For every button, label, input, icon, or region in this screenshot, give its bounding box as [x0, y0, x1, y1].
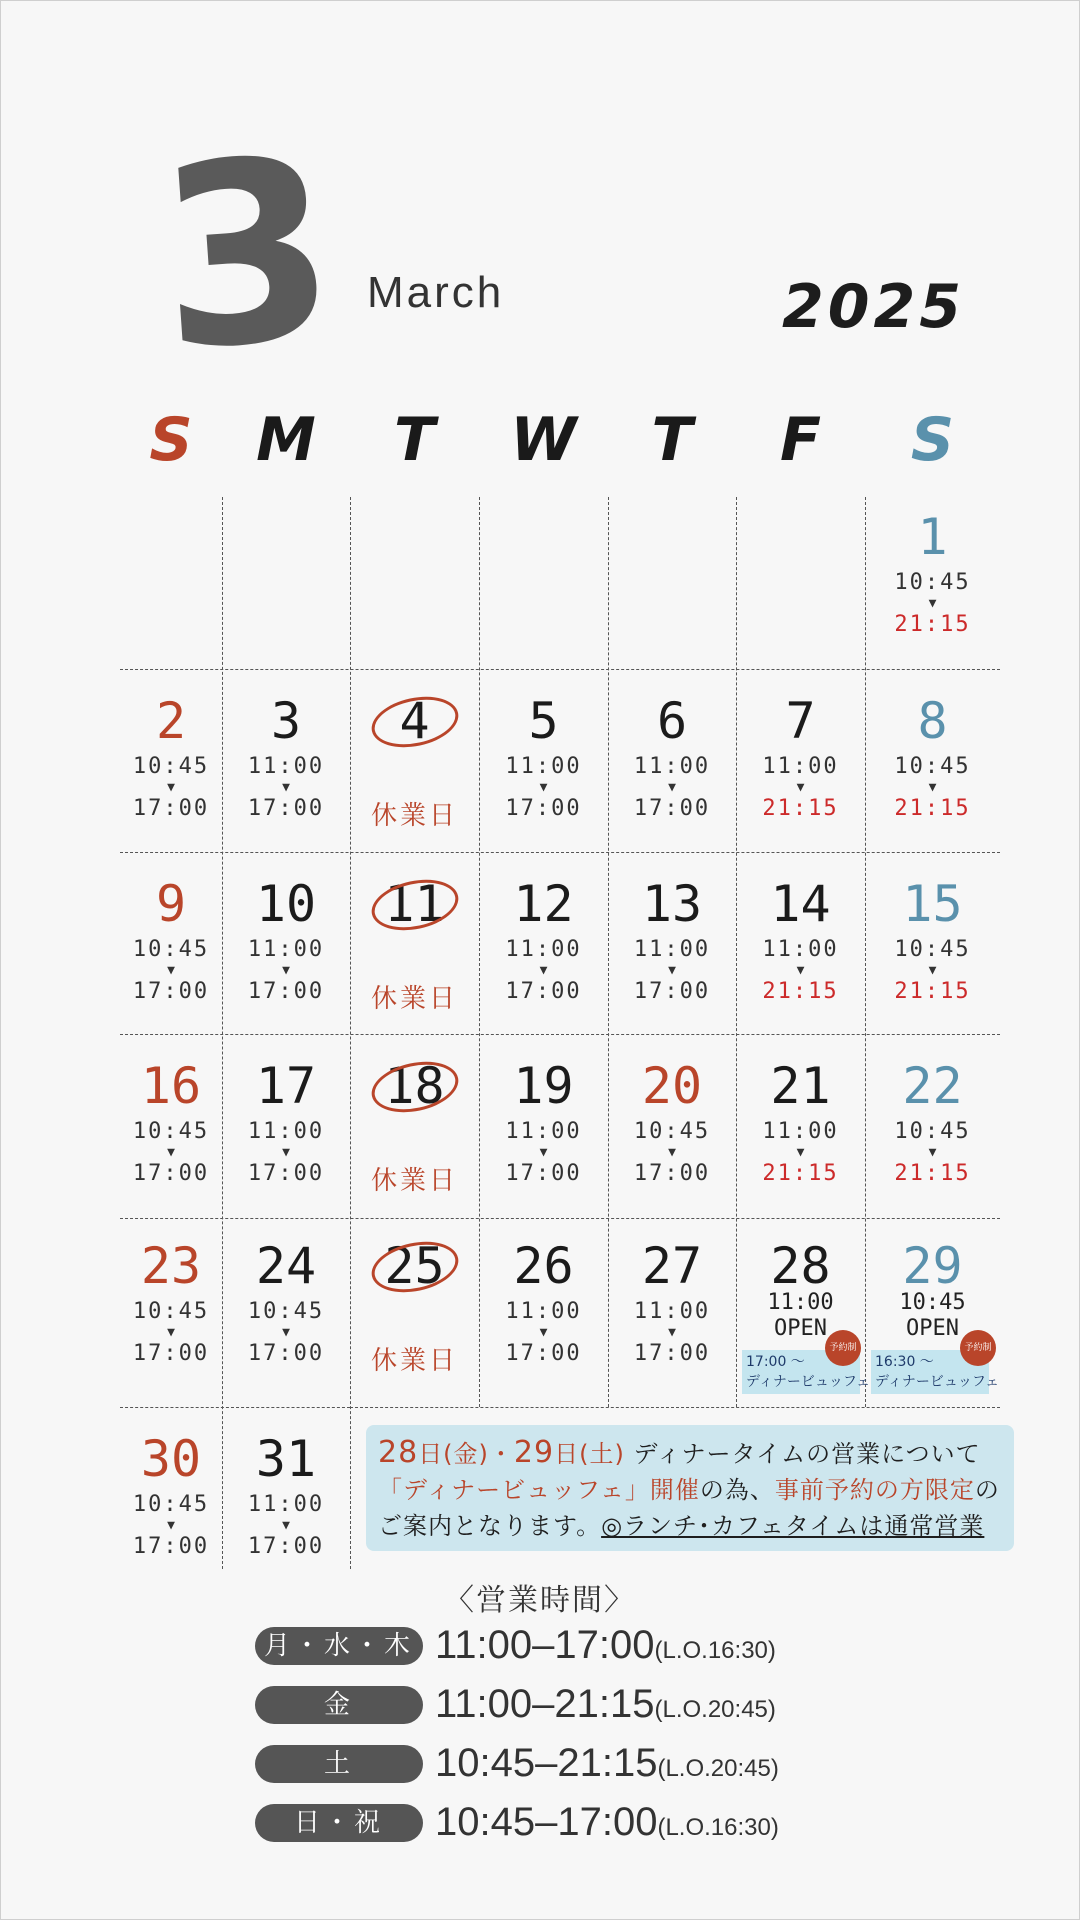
arrow-down-icon: ▼ — [167, 1518, 175, 1533]
hours-range: 11:00–17:00 — [435, 1623, 655, 1667]
days-pill: 土 — [255, 1745, 423, 1783]
reservation-badge: 予約制 — [825, 1330, 861, 1366]
hours-range: 11:00–21:15 — [435, 1682, 655, 1726]
open-time: 11:00 — [247, 754, 325, 779]
day-cell-2 — [120, 669, 222, 852]
close-time: 21:15 — [762, 1161, 839, 1186]
day-cell-29 — [865, 1218, 1000, 1407]
arrow-down-icon: ▼ — [668, 1145, 676, 1160]
opening-hours — [222, 938, 350, 1004]
close-time: 17:00 — [633, 979, 711, 1004]
day-number: 9 — [155, 875, 187, 933]
open-time: 10:45 — [899, 1290, 966, 1315]
opening-hours — [120, 938, 222, 1004]
day-number: 21 — [770, 1057, 831, 1115]
close-time: 21:15 — [762, 796, 839, 821]
open-time: 10:45 — [132, 1119, 210, 1144]
open-time: 10:45 — [132, 937, 210, 962]
arrow-down-icon: ▼ — [539, 780, 548, 795]
notice-line-3-text: ご案内となります。 — [378, 1512, 602, 1540]
day-number: 11 — [384, 875, 445, 933]
day-cell-9 — [120, 852, 222, 1034]
last-order: (L.O.16:30) — [654, 1637, 776, 1664]
closed-day-label: 休業日 — [370, 801, 458, 831]
open-time: 11:00 — [767, 1290, 834, 1315]
opening-hours — [608, 1300, 736, 1366]
open-label: OPEN — [906, 1316, 959, 1341]
arrow-down-icon: ▼ — [282, 1145, 290, 1160]
opening-hours — [865, 755, 1000, 821]
open-time: 11:00 — [762, 937, 839, 962]
open-time: 11:00 — [505, 1119, 582, 1144]
arrow-down-icon: ▼ — [668, 780, 676, 795]
day-number: 25 — [384, 1237, 445, 1295]
hours-range: 10:45–17:00 — [435, 1800, 658, 1844]
notice-date-28-suffix: 日(金)・ — [418, 1440, 514, 1468]
weekday-6: S — [910, 405, 955, 475]
day-number: 15 — [902, 875, 963, 933]
day-number: 22 — [902, 1057, 963, 1115]
close-time: 21:15 — [894, 796, 971, 821]
open-time: 11:00 — [247, 937, 325, 962]
open-time: 10:45 — [894, 754, 971, 779]
last-order: (L.O.20:45) — [657, 1755, 779, 1782]
arrow-down-icon: ▼ — [928, 596, 937, 611]
day-number: 28 — [770, 1237, 831, 1295]
year: 2025 — [782, 272, 965, 342]
day-number: 27 — [641, 1237, 703, 1295]
hours-time — [435, 1680, 776, 1734]
day-number: 12 — [513, 875, 574, 933]
notice-line-2-tail: の — [974, 1476, 1000, 1504]
opening-hours — [479, 755, 608, 821]
arrow-down-icon: ▼ — [539, 1145, 548, 1160]
notice-reservation-only: 事前予約の方限定 — [774, 1476, 975, 1504]
open-time: 11:00 — [247, 1119, 325, 1144]
close-time: 17:00 — [633, 796, 711, 821]
day-number: 31 — [255, 1430, 317, 1488]
close-time: 17:00 — [633, 1341, 711, 1366]
day-number: 16 — [140, 1057, 202, 1115]
days-pill: 金 — [255, 1686, 423, 1724]
open-time: 11:00 — [762, 754, 839, 779]
arrow-down-icon: ▼ — [668, 963, 676, 978]
notice-date-28: 28 — [378, 1435, 419, 1470]
day-cell-8 — [865, 669, 1000, 852]
open-label: OPEN — [774, 1316, 827, 1341]
opening-hours — [120, 1493, 222, 1559]
days-pill: 日・祝 — [255, 1804, 423, 1842]
day-cell-21 — [736, 1034, 865, 1218]
close-time: 21:15 — [894, 612, 971, 637]
day-number: 8 — [917, 692, 948, 750]
close-time: 17:00 — [132, 1534, 210, 1559]
closed-day-label: 休業日 — [370, 1166, 458, 1196]
open-time: 10:45 — [894, 1119, 971, 1144]
close-time: 17:00 — [247, 1341, 325, 1366]
close-time: 17:00 — [505, 979, 582, 1004]
arrow-down-icon: ▼ — [796, 1145, 805, 1160]
opening-hours — [222, 1120, 350, 1186]
closed-day-label: 休業日 — [370, 984, 458, 1014]
opening-hours — [120, 755, 222, 821]
day-number: 26 — [513, 1237, 574, 1295]
opening-hours — [736, 938, 865, 1004]
opening-hours — [865, 571, 1000, 637]
close-time: 21:15 — [762, 979, 839, 1004]
open-time: 11:00 — [247, 1492, 325, 1517]
arrow-down-icon: ▼ — [282, 780, 290, 795]
hours-time — [435, 1621, 776, 1675]
weekday-1: M — [256, 405, 316, 475]
notice-line-1 — [378, 1435, 1002, 1472]
day-number: 17 — [255, 1057, 317, 1115]
opening-hours — [736, 755, 865, 821]
open-time: 11:00 — [633, 1299, 711, 1324]
notice-line-3 — [378, 1508, 1002, 1544]
opening-hours — [120, 1300, 222, 1366]
close-time: 17:00 — [132, 1161, 210, 1186]
open-time: 11:00 — [633, 754, 711, 779]
open-time: 11:00 — [505, 937, 582, 962]
notice-date-29-suffix: 日(土) — [554, 1440, 625, 1468]
day-cell-15 — [865, 852, 1000, 1034]
open-time: 11:00 — [505, 1299, 582, 1324]
opening-hours — [479, 1120, 608, 1186]
day-number: 13 — [641, 875, 703, 933]
day-number: 30 — [140, 1430, 202, 1488]
month-name: March — [367, 268, 505, 317]
grid-row-divider — [350, 1407, 1000, 1408]
weekday-2: T — [394, 405, 435, 475]
day-cell-18 — [350, 1034, 479, 1218]
weekday-5: F — [780, 405, 821, 475]
opening-hours — [479, 938, 608, 1004]
day-cell-23 — [120, 1218, 222, 1407]
arrow-down-icon: ▼ — [539, 1325, 548, 1340]
day-cell-31 — [222, 1407, 350, 1569]
arrow-down-icon: ▼ — [928, 963, 937, 978]
opening-hours — [865, 1120, 1000, 1186]
day-cell-10 — [222, 852, 350, 1034]
day-number: 7 — [785, 692, 816, 750]
arrow-down-icon: ▼ — [282, 1325, 290, 1340]
close-time: 17:00 — [505, 1161, 582, 1186]
notice-line-2 — [378, 1472, 1002, 1508]
day-cell-26 — [479, 1218, 608, 1407]
day-cell-24 — [222, 1218, 350, 1407]
notice-buffet-label: 「ディナービュッフェ」開催 — [378, 1476, 700, 1504]
month-number: 3 — [150, 103, 344, 406]
day-number: 18 — [384, 1057, 445, 1115]
open-time: 10:45 — [132, 1299, 210, 1324]
day-cell-7 — [736, 669, 865, 852]
day-number: 2 — [155, 692, 187, 750]
day-number: 20 — [641, 1057, 703, 1115]
calendar-grid — [120, 497, 1000, 1569]
opening-hours — [608, 1120, 736, 1186]
hours-time — [435, 1798, 779, 1852]
arrow-down-icon: ▼ — [167, 780, 175, 795]
hours-title: 〈営業時間〉 — [444, 1583, 636, 1618]
close-time: 17:00 — [132, 1341, 210, 1366]
day-cell-30 — [120, 1407, 222, 1569]
buffet-label: ディナービュッフェ — [875, 1374, 1000, 1390]
buffet-time: 16:30 ～ — [875, 1354, 934, 1370]
arrow-down-icon: ▼ — [796, 963, 805, 978]
day-number: 5 — [528, 692, 559, 750]
open-time: 11:00 — [762, 1119, 839, 1144]
day-cell-3 — [222, 669, 350, 852]
buffet-time: 17:00 ～ — [746, 1354, 805, 1370]
day-number: 1 — [917, 508, 948, 566]
arrow-down-icon: ▼ — [928, 1145, 937, 1160]
arrow-down-icon: ▼ — [539, 963, 548, 978]
notice-date-29: 29 — [513, 1435, 555, 1470]
hours-range: 10:45–21:15 — [435, 1741, 658, 1785]
reservation-badge: 予約制 — [960, 1330, 996, 1366]
arrow-down-icon: ▼ — [796, 780, 805, 795]
days-pill: 月・水・木 — [255, 1627, 423, 1665]
arrow-down-icon: ▼ — [167, 963, 175, 978]
notice-line-1-text: ディナータイムの営業について — [624, 1440, 981, 1468]
day-cell-16 — [120, 1034, 222, 1218]
open-time: 10:45 — [894, 937, 971, 962]
buffet-label: ディナービュッフェ — [746, 1374, 871, 1390]
day-cell-20 — [608, 1034, 736, 1218]
opening-hours — [608, 755, 736, 821]
notice-lunch-note: ◎ランチ･カフェタイムは通常営業 — [601, 1512, 985, 1540]
close-time: 17:00 — [505, 796, 582, 821]
day-cell-6 — [608, 669, 736, 852]
day-cell-19 — [479, 1034, 608, 1218]
arrow-down-icon: ▼ — [928, 780, 937, 795]
weekday-3: W — [510, 405, 577, 475]
day-cell-13 — [608, 852, 736, 1034]
open-time: 11:00 — [505, 754, 582, 779]
day-number: 3 — [270, 692, 302, 750]
open-time: 10:45 — [132, 1492, 210, 1517]
day-cell-28 — [736, 1218, 871, 1407]
open-time: 10:45 — [247, 1299, 325, 1324]
open-time: 10:45 — [894, 570, 971, 595]
day-cell-14 — [736, 852, 865, 1034]
arrow-down-icon: ▼ — [167, 1145, 175, 1160]
day-number: 14 — [770, 875, 831, 933]
day-number: 10 — [255, 875, 317, 933]
opening-hours — [865, 938, 1000, 1004]
day-cell-27 — [608, 1218, 736, 1407]
day-number: 6 — [656, 692, 688, 750]
day-cell-22 — [865, 1034, 1000, 1218]
day-number: 4 — [399, 692, 430, 750]
closed-day-label: 休業日 — [370, 1346, 458, 1376]
day-number: 19 — [513, 1057, 574, 1115]
close-time: 17:00 — [633, 1161, 711, 1186]
close-time: 17:00 — [247, 1161, 325, 1186]
arrow-down-icon: ▼ — [668, 1325, 676, 1340]
day-cell-4 — [350, 669, 479, 852]
day-cell-11 — [350, 852, 479, 1034]
arrow-down-icon: ▼ — [282, 963, 290, 978]
close-time: 17:00 — [132, 979, 210, 1004]
close-time: 21:15 — [894, 979, 971, 1004]
day-number: 29 — [902, 1237, 963, 1295]
opening-hours — [222, 1493, 350, 1559]
weekday-4: T — [651, 405, 693, 475]
day-cell-12 — [479, 852, 608, 1034]
opening-hours — [608, 938, 736, 1004]
opening-hours — [120, 1120, 222, 1186]
opening-hours — [222, 755, 350, 821]
day-cell-25 — [350, 1218, 479, 1407]
opening-hours — [479, 1300, 608, 1366]
weekday-header — [120, 405, 1000, 475]
open-time: 10:45 — [633, 1119, 711, 1144]
opening-hours — [222, 1300, 350, 1366]
last-order: (L.O.20:45) — [654, 1696, 776, 1723]
open-time: 10:45 — [132, 754, 210, 779]
close-time: 17:00 — [247, 1534, 325, 1559]
notice-line-2-text: の為、 — [699, 1476, 775, 1504]
day-cell-1 — [865, 497, 1000, 669]
close-time: 17:00 — [247, 796, 325, 821]
day-number: 24 — [255, 1237, 317, 1295]
day-cell-17 — [222, 1034, 350, 1218]
close-time: 17:00 — [132, 796, 210, 821]
close-time: 21:15 — [894, 1161, 971, 1186]
close-time: 17:00 — [505, 1341, 582, 1366]
day-cell-5 — [479, 669, 608, 852]
arrow-down-icon: ▼ — [282, 1518, 290, 1533]
weekday-0: S — [149, 405, 193, 475]
open-time: 11:00 — [633, 937, 711, 962]
last-order: (L.O.16:30) — [657, 1814, 779, 1841]
day-number: 23 — [140, 1237, 202, 1295]
opening-hours — [736, 1120, 865, 1186]
arrow-down-icon: ▼ — [167, 1325, 175, 1340]
dinner-notice — [366, 1425, 1014, 1551]
close-time: 17:00 — [247, 979, 325, 1004]
hours-time — [435, 1739, 779, 1793]
